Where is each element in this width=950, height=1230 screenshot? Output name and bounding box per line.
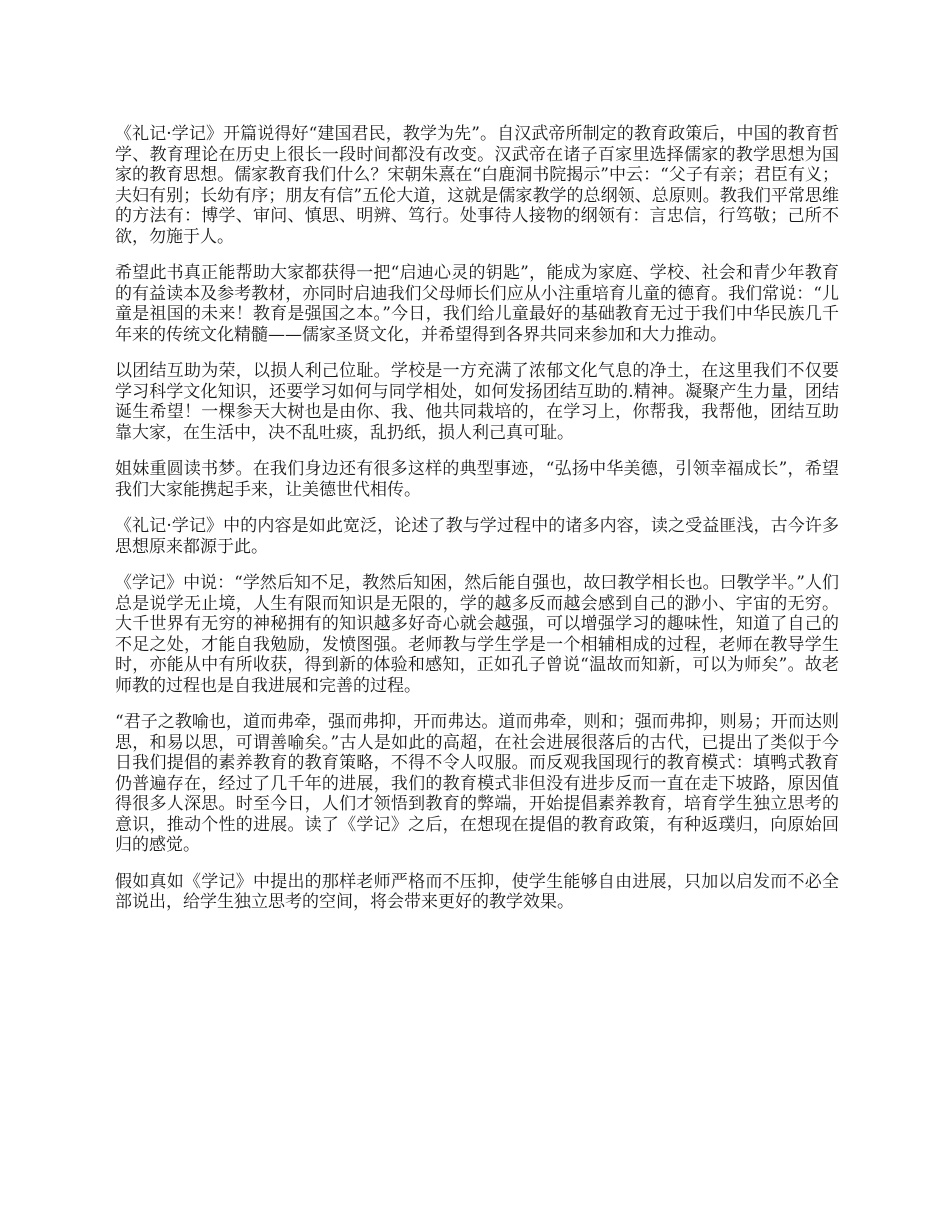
- paragraph-3: 以团结互助为荣，以损人利己位耻。学校是一方充满了浓郁文化气息的净土，在这里我们不仅要学习科学文化知识，还要学习如何与同学相处，如何发扬团结互助的.精神。凝聚产生力量，团结诞生希望！一棵参天大树也是由你、我、他共同栽培的，在学习上，你帮我，我帮他，团结互助靠大家，在生活中，决不乱吐痰，乱扔纸，损人利己真可耻。: [115, 361, 839, 443]
- paragraph-2: 希望此书真正能帮助大家都获得一把“启迪心灵的钥匙”，能成为家庭、学校、社会和青少年教育的有益读本及参考教材，亦同时启迪我们父母师长们应从小注重培育儿童的德育。我们常说：“儿童是祖国的未来！教育是强国之本。”今日，我们给儿童最好的基础教育无过于我们中华民族几千年来的传统文化精髓——儒家圣贤文化，并希望得到各界共同来参加和大力推动。: [115, 263, 839, 345]
- document-body: [115, 124, 839, 929]
- paragraph-1: 《礼记·学记》开篇说得好“建国君民，教学为先”。自汉武帝所制定的教育政策后，中国的教育哲学、教育理论在历史上很长一段时间都没有改变。汉武帝在诸子百家里选择儒家的教学思想为国家的教育思想。儒家教育我们什么？宋朝朱熹在“白鹿洞书院揭示”中云：“父子有亲；君臣有义；夫妇有别；长幼有序；朋友有信”五伦大道，这就是儒家教学的总纲领、总原则。教我们平常思维的方法有：博学、审问、慎思、明辨、笃行。处事待人接物的纲领有：言忠信，行笃敬；己所不欲，勿施于人。: [115, 124, 839, 247]
- paragraph-7: “君子之教喻也，道而弗牵，强而弗抑，开而弗达。道而弗牵，则和；强而弗抑，则易；开而达则思，和易以思，可谓善喻矣。”古人是如此的高超，在社会进展很落后的古代，已提出了类似于今日我们提倡的素养教育的教育策略，不得不令人叹服。而反观我国现行的教育模式：填鸭式教育仍普遍存在，经过了几千年的进展，我们的教育模式非但没有进步反而一直在走下坡路，原因值得很多人深思。时至今日，人们才领悟到教育的弊端，开始提倡素养教育，培育学生独立思考的意识，推动个性的进展。读了《学记》之后，在想现在提倡的教育政策，有种返璞归，向原始回归的感觉。: [115, 712, 839, 855]
- paragraph-6: 《学记》中说：“学然后知不足，教然后知困，然后能自强也，故曰教学相长也。曰斆学半。”人们总是说学无止境，人生有限而知识是无限的，学的越多反而越会感到自己的渺小、宇宙的无穷。大千世界有无穷的神秘拥有的知识越多好奇心就会越强，可以增强学习的趣味性，知道了自己的不足之处，才能自我勉励，发愤图强。老师教与学生学是一个相辅相成的过程，老师在教导学生时，亦能从中有所收获，得到新的体验和感知，正如孔子曾说“温故而知新，可以为师矣”。故老师教的过程也是自我进展和完善的过程。: [115, 573, 839, 696]
- paragraph-8: 假如真如《学记》中提出的那样老师严格而不压抑，使学生能够自由进展，只加以启发而不必全部说出，给学生独立思考的空间，将会带来更好的教学效果。: [115, 871, 839, 912]
- paragraph-4: 姐妹重圆读书梦。在我们身边还有很多这样的典型事迹，“弘扬中华美德，引领幸福成长”，希望我们大家能携起手来，让美德世代相传。: [115, 459, 839, 500]
- paragraph-5: 《礼记·学记》中的内容是如此宽泛，论述了教与学过程中的诸多内容，读之受益匪浅，古今许多思想原来都源于此。: [115, 516, 839, 557]
